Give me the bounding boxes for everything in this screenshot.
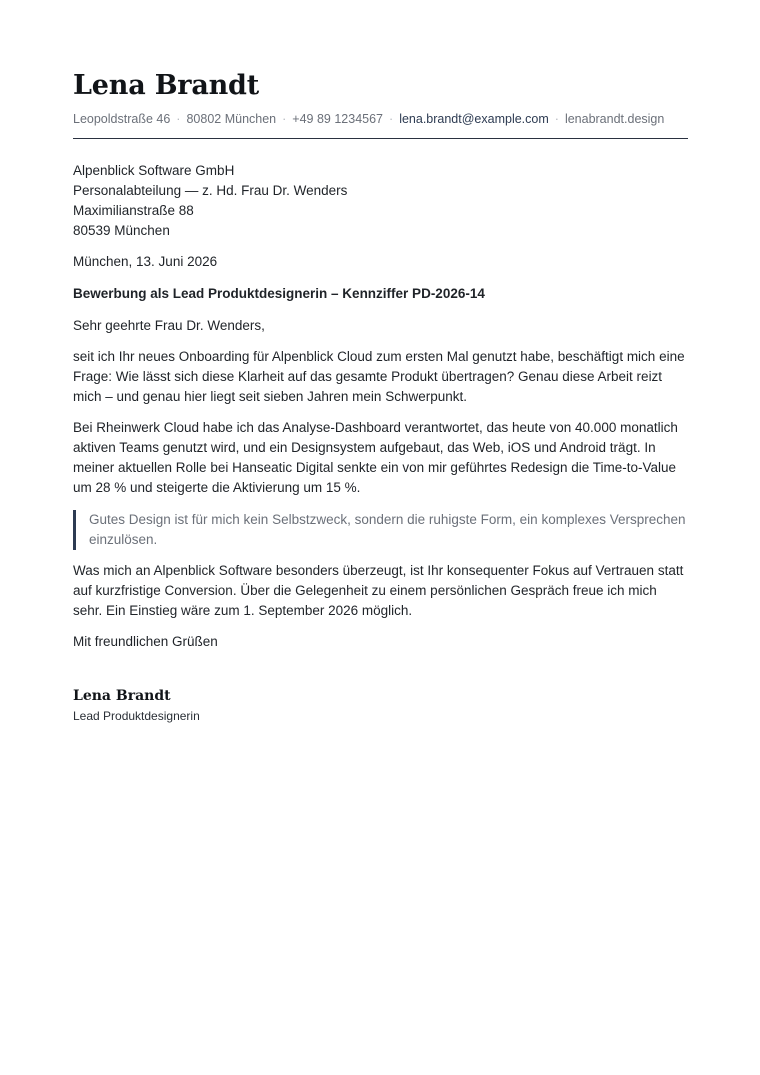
contact-email-link[interactable]: lena.brandt@example.com <box>399 112 549 126</box>
recipient-address <box>73 161 688 241</box>
pull-quote: Gutes Design ist für mich kein Selbstzweck, sondern die ruhigste Form, ein komplexes Versprechen einzulösen. <box>73 510 688 550</box>
contact-street: Leopoldstraße 46 <box>73 112 171 126</box>
body-paragraph-1: seit ich Ihr neues Onboarding für Alpenblick Cloud zum ersten Mal genutzt habe, beschäftigt mich eine Frage: Wie lässt sich diese Klarheit auf das gesamte Produkt übertragen? Genau diese Arbeit reizt mich – und genau hier liegt seit sieben Jahren mein Schwerpunkt. <box>73 349 685 404</box>
recipient-city: 80539 München <box>73 223 170 238</box>
body-paragraph-3: Was mich an Alpenblick Software besonders überzeugt, ist Ihr konsequenter Fokus auf Vertrauen statt auf kurzfristige Conversion. Über die Gelegenheit zu einem persönlichen Gespräch freue ich mich sehr. Ein Einstieg wäre zum 1. September 2026 möglich. <box>73 563 684 618</box>
contact-separator: · <box>389 112 394 126</box>
body-paragraph-2: Bei Rheinwerk Cloud habe ich das Analyse-Dashboard verantwortet, das heute von 40.000 monatlich aktiven Teams genutzt wird, und ein Designsystem aufgebaut, das Web, iOS und Android trägt. In meiner aktuellen Rolle bei Hanseatic Digital senkte ein von mir geführtes Redesign die Time-to-Value um 28 % und steigerte die Aktivierung um 15 %. <box>73 420 678 495</box>
contact-phone: +49 89 1234567 <box>292 112 384 126</box>
salutation: Sehr geehrte Frau Dr. Wenders, <box>73 318 265 333</box>
signature-name: Lena Brandt <box>73 688 171 704</box>
recipient-department: Personalabteilung — z. Hd. Frau Dr. Wenders <box>73 183 348 198</box>
contact-separator: · <box>282 112 287 126</box>
contact-separator: · <box>176 112 181 126</box>
cover-letter <box>73 68 688 725</box>
contact-website: lenabrandt.design <box>564 112 665 126</box>
letter-subject: Bewerbung als Lead Produktdesignerin – Kennziffer PD-2026-14 <box>73 286 485 301</box>
sender-name: Lena Brandt <box>73 70 260 101</box>
contact-line <box>73 110 688 128</box>
header-divider <box>73 138 688 139</box>
recipient-street: Maximilianstraße 88 <box>73 203 194 218</box>
contact-separator: · <box>554 112 559 126</box>
contact-city: 80802 München <box>186 112 277 126</box>
signature-role: Lead Produktdesignerin <box>73 709 200 723</box>
closing-phrase: Mit freundlichen Grüßen <box>73 634 218 649</box>
letter-date: München, 13. Juni 2026 <box>73 254 218 269</box>
recipient-company: Alpenblick Software GmbH <box>73 163 235 178</box>
